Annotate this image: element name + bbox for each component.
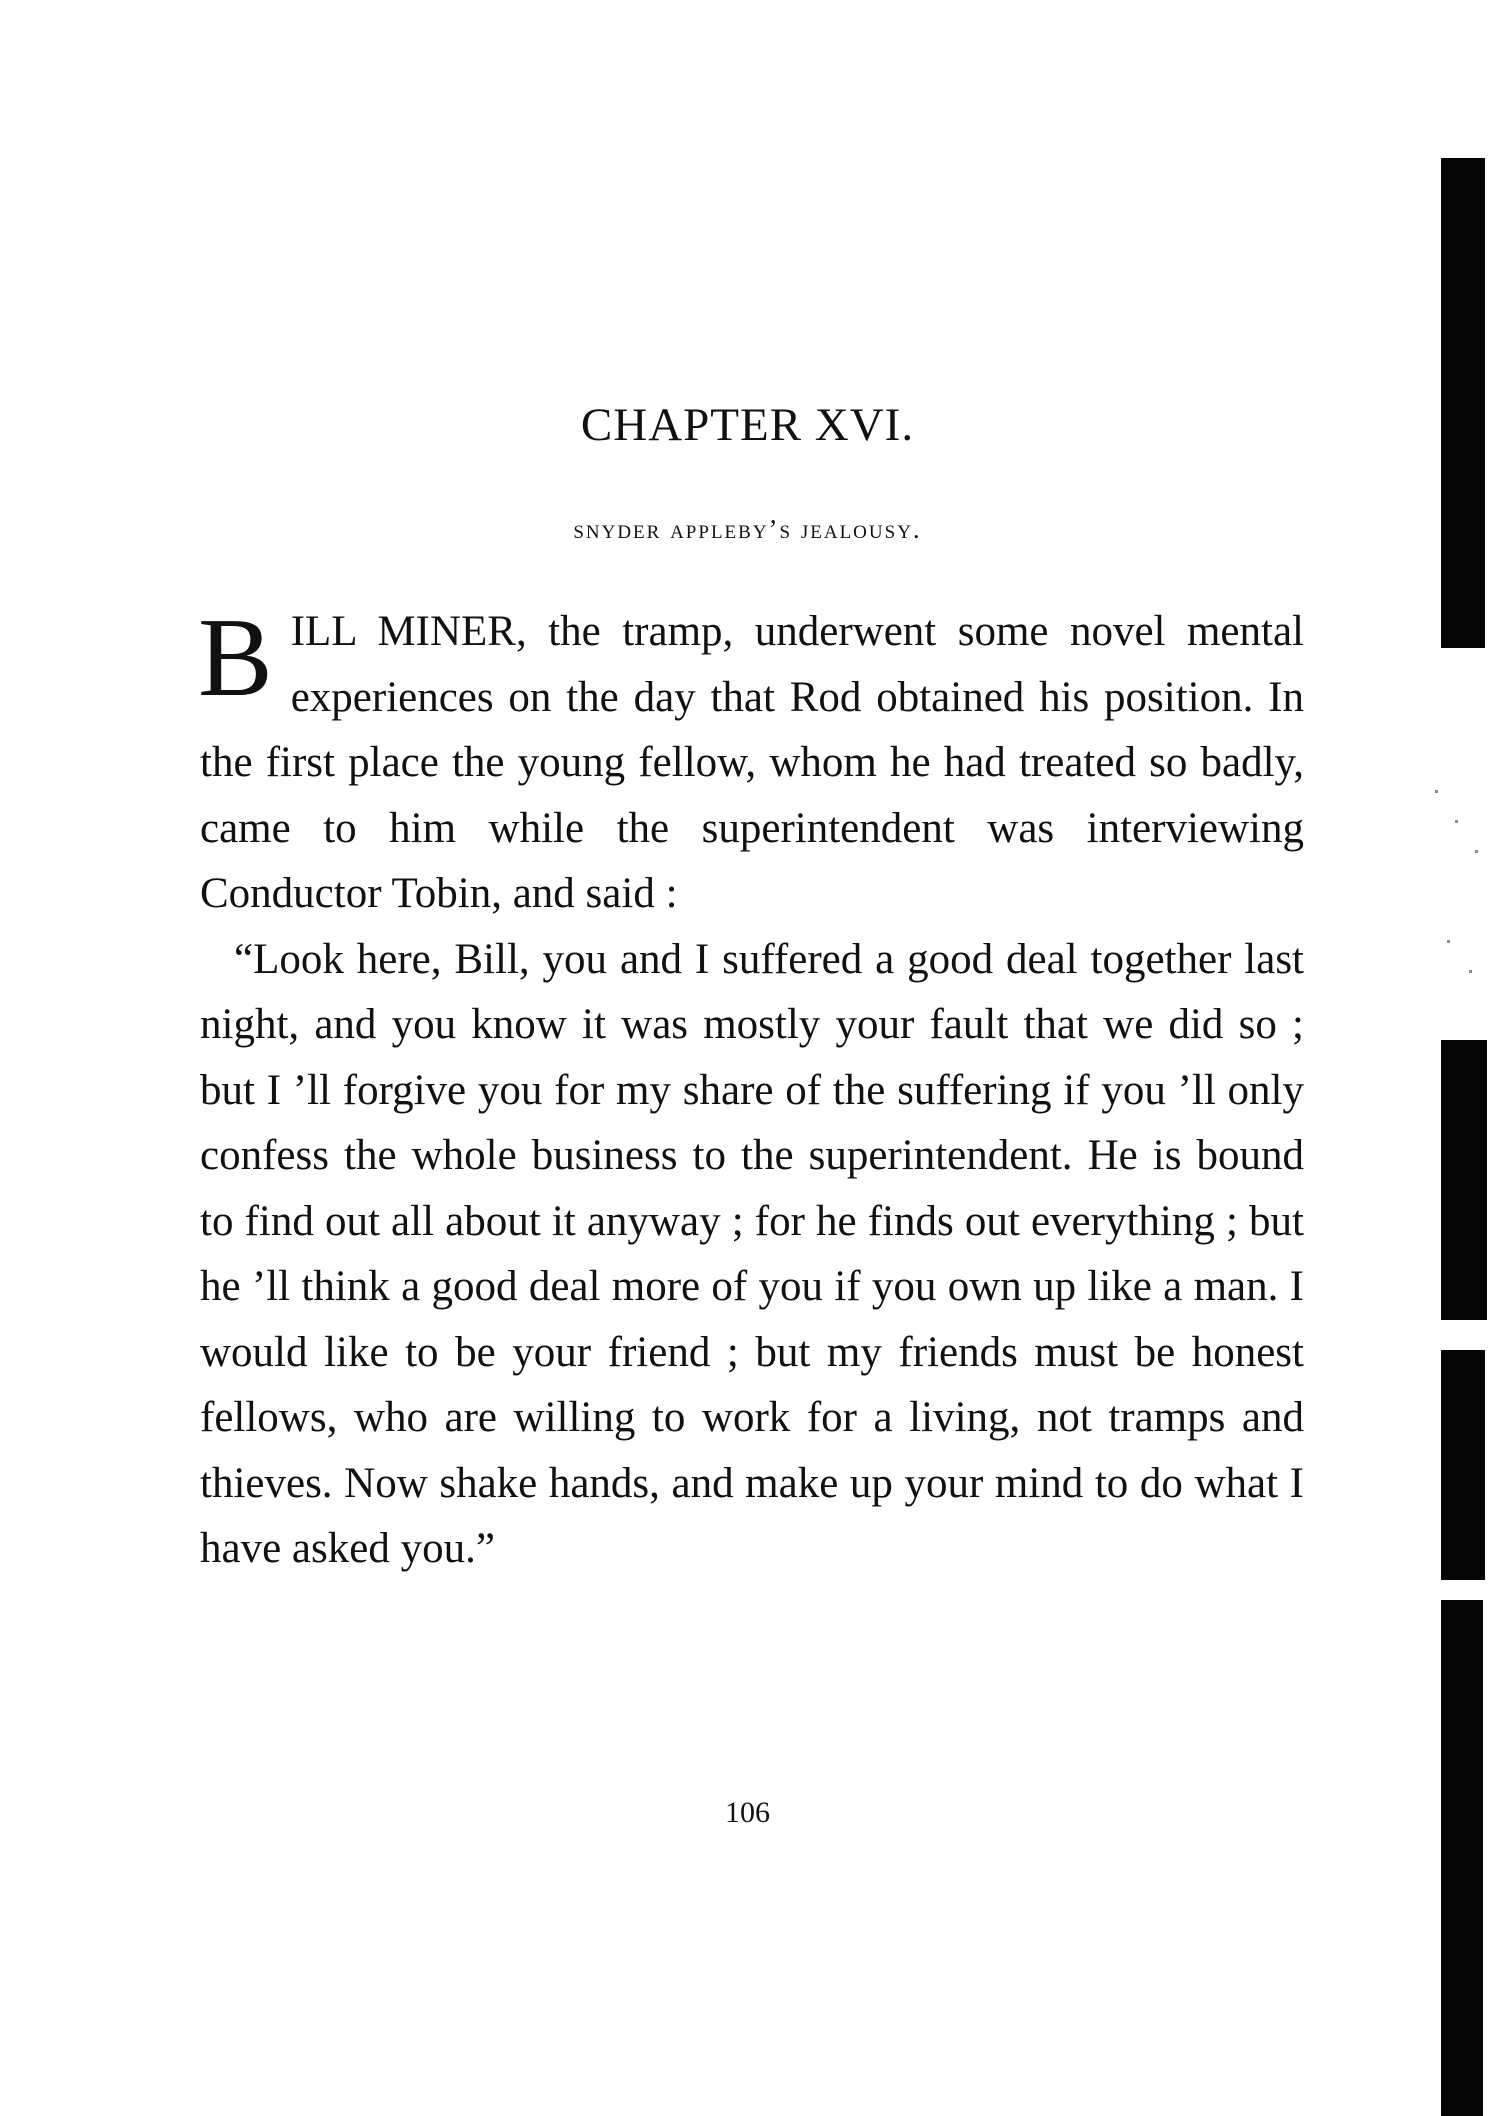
chapter-body <box>198 596 1304 1582</box>
edge-speck <box>1475 850 1478 853</box>
page-edge-shadow <box>1441 1350 1485 1580</box>
chapter-title: CHAPTER XVI. <box>580 399 915 451</box>
paragraph-first <box>198 596 1304 927</box>
edge-speck <box>1455 820 1458 823</box>
page-number: 106 <box>725 1796 770 1829</box>
paragraph-first-text: ILL MINER, the tramp, underwent some novel mental experiences on the day that Rod obtained his position. In the first place the young fellow, whom he had treated so badly, came to him while the superintendent was interviewing Conductor Tobin, and said : <box>200 608 1304 917</box>
chapter-subtitle: snyder appleby’s jealousy. <box>573 514 922 544</box>
edge-speck <box>1469 970 1472 973</box>
edge-speck <box>1435 790 1438 793</box>
drop-cap: B <box>198 596 273 720</box>
page-edge-shadow <box>1441 1040 1487 1320</box>
edge-speck <box>1447 940 1450 943</box>
paragraph-second: “Look here, Bill, you and I suffered a good deal together last night, and you know it was mostly your fault that we did so ; but I ’ll forgive you for my share of the suffering if you ’ll only confess the whole business to the superintendent. He is bound to find out all about it anyway ; for he finds out everything ; but he ’ll think a good deal more of you if you own up like a man. I would like to be your friend ; but my friends must be honest fellows, who are willing to work for a living, not tramps and thieves. Now shake hands, and make up your mind to do what I have asked you.” <box>200 935 1304 1572</box>
page-edge-shadow <box>1441 1600 1483 2116</box>
